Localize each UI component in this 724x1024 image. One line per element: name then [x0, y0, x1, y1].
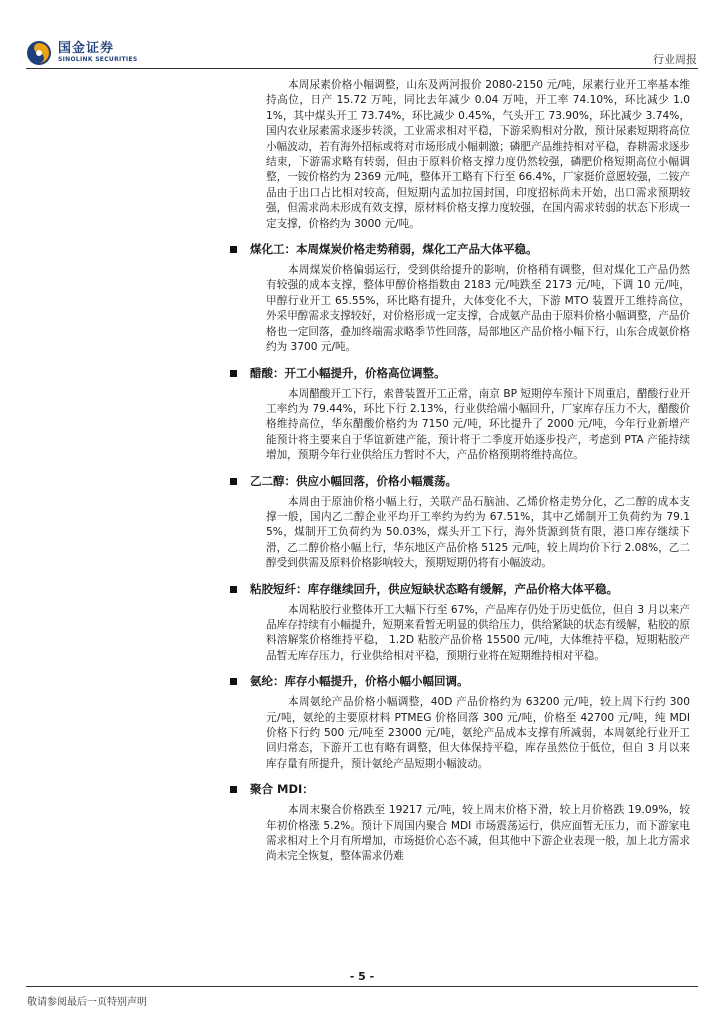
section-paragraph: 本周末聚合价格跌至 19217 元/吨，较上周末价格下滑，较上月价格跌 19.09%，较年初价格涨 5.2%。预计下周国内聚合 MDI 市场震荡运行，供应面暂无压力，而下游家电需求相对上个月有所增加，市场挺价心态不减，但其他中下游企业表现一般，加上北方需求尚未完全恢复，整体需求仍难	[266, 804, 690, 863]
square-bullet-icon	[230, 370, 237, 377]
section-heading-text: 煤化工：本周煤炭价格走势稍弱，煤化工产品大体平稳。	[250, 242, 538, 257]
section-heading-text: 醋酸：开工小幅提升，价格高位调整。	[250, 365, 446, 380]
square-bullet-icon	[230, 586, 237, 593]
section-paragraph: 本周粘胶行业整体开工大幅下行至 67%，产品库存仍处于历史低位，但自 3 月以来产品库存持续有小幅提升，短期来看暂无明显的供给压力，供给紧缺的状态有缓解，粘胶的原料溶解浆价格维持平稳， 1.2D 粘胶产品价格 15500 元/吨，大体维持平稳，短期粘胶产品暂无库存压力，行业供给相对平稳，预期行业将在短期维持相对平稳。	[266, 603, 690, 662]
section-heading	[250, 242, 690, 257]
square-bullet-icon	[230, 246, 237, 253]
section-heading	[250, 582, 690, 597]
section-ethylene-glycol	[250, 474, 690, 572]
header-divider	[26, 68, 698, 69]
disclaimer-note: 敬请参阅最后一页特别声明	[27, 997, 147, 1008]
urea-phosphate-paragraph: 本周尿素价格小幅调整，山东及两河报价 2080-2150 元/吨，尿素行业开工率基本维持高位，日产 15.72 万吨，同比去年减少 0.04 万吨，开工率 74.10%，环比减少 1.01%，其中煤头开工 73.74%，环比减少 0.45%，气头开工 73.90%，环比减少 3.74%，国内农业尿素需求逐步转淡，工业需求相对平稳，下游采购相对分散，预计尿素短期将高位小幅波动，若有海外招标或将对市场形成小幅刺激；磷肥产品维持相对平稳，春耕需求逐步结束，下游需求略有转弱，但由于原料价格支撑力度仍然较强，磷肥价格短期高位小幅调整，一铵价格约为 2369 元/吨，整体开工略有下行至 66.4%，厂家挺价意愿较强，二铵产品由于出口占比相对较高，但短期内孟加拉国封国，印度招标尚未开始，出口需求预期较强，但需求尚未形成有效支撑，原材料价格支撑力度较强，在国内需求转弱的状态下形成一定支撑，价格约为 3000 元/吨。	[266, 79, 690, 230]
section-viscose-staple-fiber	[250, 582, 690, 665]
section-paragraph: 本周氨纶产品价格小幅调整，40D 产品价格约为 63200 元/吨，较上周下行约 300 元/吨，氨纶的主要原材料 PTMEG 价格回落 300 元/吨，价格至 42700 元/吨，纯 MDI 价格下行约 500 元/吨至 23000 元/吨，氨纶产品成本支撑有所减弱，本周氨纶行业开工回归常态，下游开工也有略有调整，但大体保持平稳，库存虽然位于低位，但自 3 月以来库存量有所提升，预计氨纶产品短期小幅波动。	[266, 696, 690, 770]
page-header	[0, 0, 724, 70]
section-heading-text: 氨纶：库存小幅提升，价格小幅小幅回调。	[250, 674, 469, 689]
section-paragraph: 本周由于原油价格小幅上行，关联产品石脑油、乙烯价格走势分化，乙二醇的成本支撑一般，国内乙二醇企业平均开工率约为约为 67.51%，其中乙烯制开工负荷约为 79.15%，煤制开工负荷约为 50.03%，煤头开工下行，海外货源到货有限，港口库存继续下滑，乙二醇价格小幅上行，华东地区产品价格 5125 元/吨，较上周均价下行 2.08%，乙二醇受到供需及原料价格影响较大，预期短期仍将有小幅波动。	[266, 495, 690, 570]
logo-chinese-name: 国金证券	[58, 41, 115, 56]
square-bullet-icon	[230, 786, 237, 793]
section-heading	[250, 366, 690, 381]
section-heading	[250, 674, 690, 689]
section-coal-chemical	[250, 242, 690, 355]
section-heading-text: 乙二醇：供应小幅回落，价格小幅震荡。	[250, 473, 457, 488]
section-spandex	[250, 674, 690, 772]
page-number: - 5 -	[349, 970, 375, 983]
section-paragraph: 本周醋酸开工下行，索普装置开工正常，南京 BP 短期停车预计下周重启，醋酸行业开工率约为 79.44%，环比下行 2.13%，行业供给端小幅回升，厂家库存压力不大，醋酸价格维持高位，华东醋酸价格约为 7150 元/吨，环比提升了 2000 元/吨，今年行业新增产能预计将主要来自于华谊新建产能，预计将于二季度开始逐步投产，考虑到 PTA 产能持续增加，预期今年行业供给压力暂时不大，产品价格预期将维持高位。	[266, 387, 690, 462]
square-bullet-icon	[230, 678, 237, 685]
company-logo	[26, 40, 137, 66]
logo-mark-icon	[26, 40, 52, 66]
footer-divider	[26, 986, 698, 987]
section-heading-text: 聚合 MDI：	[250, 782, 314, 797]
section-heading	[250, 474, 690, 489]
document-type-label: 行业周报	[653, 53, 697, 66]
section-heading-text: 粘胶短纤：库存继续回升，供应短缺状态略有缓解，产品价格大体平稳。	[250, 581, 618, 596]
section-heading	[250, 782, 690, 797]
square-bullet-icon	[230, 478, 237, 485]
section-polymeric-mdi	[250, 782, 690, 865]
section-acetic-acid	[250, 366, 690, 464]
section-paragraph: 本周煤炭价格偏弱运行，受到供给提升的影响，价格稍有调整，但对煤化工产品仍然有较强的成本支撑，整体甲醇价格指数由 2183 元/吨跌至 2173 元/吨，下调 10 元/吨，甲醇行业开工 65.55%，环比略有提升，大体变化不大，下游 MTO 装置开工维持高位，外采甲醇需求支撑较好，对价格形成一定支撑，合成氨产品由于原料价格小幅调整，产品价格也一定回落，叠加终端需求略季节性回落，局部地区产品价格小幅下行，山东合成氨价格约为 3700 元/吨。	[266, 264, 690, 354]
logo-english-name: SINOLINK SECURITIES	[58, 56, 138, 63]
report-body	[250, 78, 690, 865]
